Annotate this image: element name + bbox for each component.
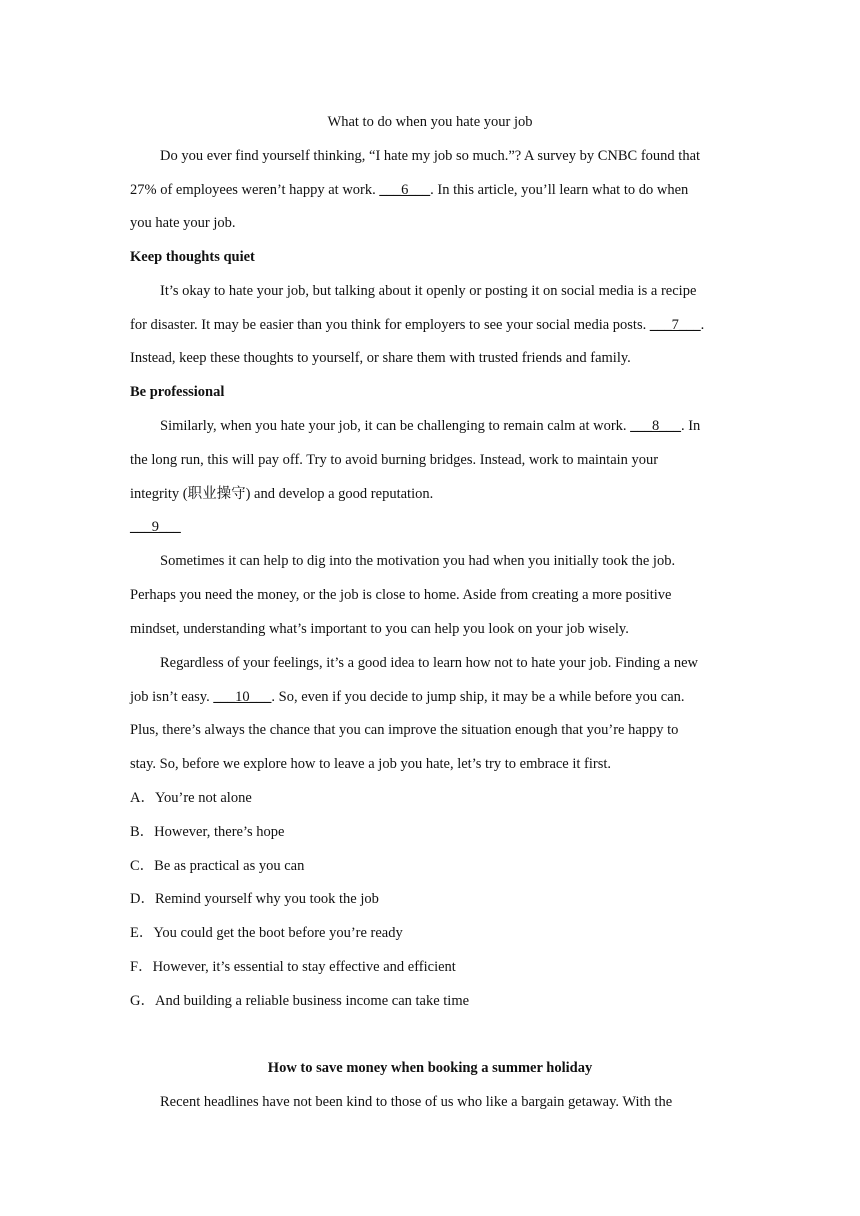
blank-6: ___6___	[379, 182, 431, 198]
option-e: E．You could get the boot before you’re ready	[130, 925, 403, 941]
blank-8: ___8___	[630, 418, 681, 434]
blank-10: ___10___	[213, 689, 272, 705]
paragraph-line: 27% of employees weren’t happy at work. ___6___. In this article, you’ll learn what to do when	[130, 182, 689, 198]
paragraph-line: Plus, there’s always the chance that you can improve the situation enough that you’re happy to	[130, 722, 679, 738]
paragraph-line: job isn’t easy. ___10___. So, even if you decide to jump ship, it may be a while before you can.	[130, 689, 685, 705]
paragraph-line: It’s okay to hate your job, but talking about it openly or posting it on social media is a recipe	[160, 283, 697, 299]
article-title-2: How to save money when booking a summer holiday	[267, 1060, 593, 1076]
paragraph-line: for disaster. It may be easier than you think for employers to see your social media posts. ___7___.	[130, 317, 705, 333]
section-heading: Keep thoughts quiet	[130, 249, 255, 265]
paragraph-line: the long run, this will pay off. Try to avoid burning bridges. Instead, work to maintain your	[130, 452, 659, 468]
paragraph-line: Recent headlines have not been kind to those of us who like a bargain getaway. With the	[160, 1094, 673, 1110]
article-title: What to do when you hate your job	[327, 114, 533, 130]
paragraph-line: Perhaps you need the money, or the job is close to home. Aside from creating a more positive	[130, 587, 672, 603]
paragraph-line: Sometimes it can help to dig into the motivation you had when you initially took the job.	[160, 553, 676, 569]
paragraph-line: you hate your job.	[130, 215, 236, 231]
option-g: G．And building a reliable business income can take time	[130, 993, 470, 1009]
option-f: F．However, it’s essential to stay effective and efficient	[130, 959, 456, 975]
option-d: D．Remind yourself why you took the job	[130, 891, 379, 907]
blank-9: ___9___	[130, 519, 181, 535]
blank-7: ___7___	[649, 317, 701, 333]
paragraph-line: Do you ever find yourself thinking, “I hate my job so much.”? A survey by CNBC found that	[160, 148, 701, 164]
option-c: C．Be as practical as you can	[130, 858, 305, 874]
paragraph-line: stay. So, before we explore how to leave a job you hate, let’s try to embrace it first.	[130, 756, 612, 772]
paragraph-line: integrity (职业操守) and develop a good reputation.	[130, 486, 434, 502]
option-a: A．You’re not alone	[130, 790, 252, 806]
paragraph-line: Instead, keep these thoughts to yourself, or share them with trusted friends and family.	[130, 350, 631, 366]
section-heading: Be professional	[130, 384, 225, 400]
paragraph-line: Similarly, when you hate your job, it can be challenging to remain calm at work. ___8___. In	[160, 418, 701, 434]
paragraph-line: mindset, understanding what’s important to you can help you look on your job wisely.	[130, 621, 629, 637]
paragraph-line: Regardless of your feelings, it’s a good idea to learn how not to hate your job. Finding a new	[160, 655, 699, 671]
option-b: B．However, there’s hope	[130, 824, 285, 840]
